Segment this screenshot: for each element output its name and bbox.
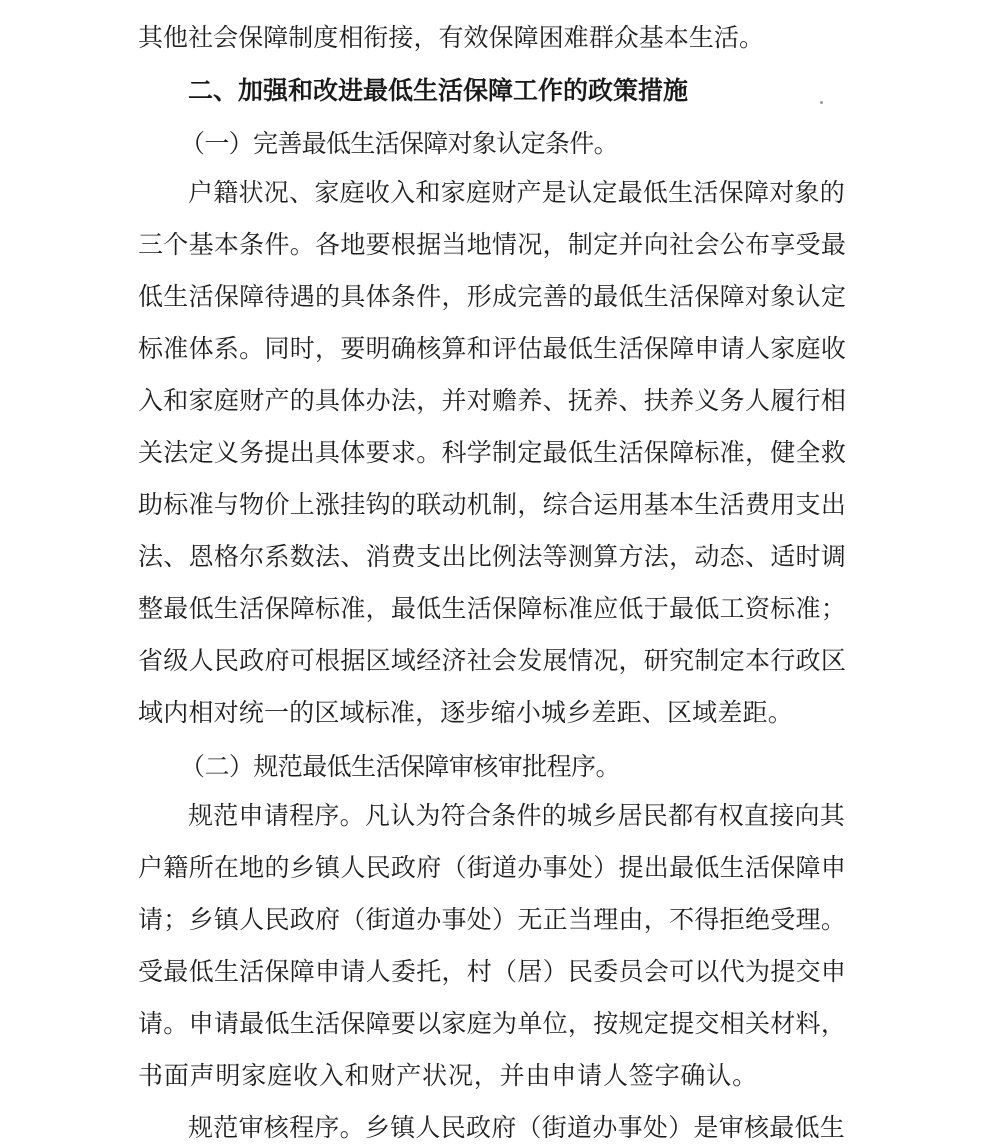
text-line: 整最低生活保障标准，最低生活保障标准应低于最低工资标准； <box>138 594 847 623</box>
text-line: 书面声明家庭收入和财产状况，并由申请人签字确认。 <box>138 1061 758 1090</box>
text-line: 户籍所在地的乡镇人民政府（街道办事处）提出最低生活保障申 <box>138 853 847 882</box>
text-line: 入和家庭财产的具体办法，并对赡养、抚养、扶养义务人履行相 <box>138 386 847 415</box>
text-line: 请；乡镇人民政府（街道办事处）无正当理由，不得拒绝受理。 <box>138 905 847 934</box>
text-line: 标准体系。同时，要明确核算和评估最低生活保障申请人家庭收 <box>138 334 847 363</box>
text-line: 省级人民政府可根据区域经济社会发展情况，研究制定本行政区 <box>138 646 847 675</box>
section-heading: 二、加强和改进最低生活保障工作的政策措施 <box>188 76 689 105</box>
scan-speck <box>820 101 823 104</box>
text-line: 请。申请最低生活保障要以家庭为单位，按规定提交相关材料， <box>138 1009 847 1038</box>
text-line: 三个基本条件。各地要根据当地情况，制定并向社会公布享受最 <box>138 230 847 259</box>
text-line: 受最低生活保障申请人委托，村（居）民委员会可以代为提交申 <box>138 957 847 986</box>
text-line: 域内相对统一的区域标准，逐步缩小城乡差距、区域差距。 <box>138 698 793 727</box>
text-line: 低生活保障待遇的具体条件，形成完善的最低生活保障对象认定 <box>138 282 847 311</box>
text-line: 规范审核程序。乡镇人民政府（街道办事处）是审核最低生 <box>188 1113 846 1142</box>
text-line: （二）规范最低生活保障审核审批程序。 <box>180 752 620 781</box>
text-line: 法、恩格尔系数法、消费支出比例法等测算方法，动态、适时调 <box>138 542 847 571</box>
text-line: 助标准与物价上涨挂钩的联动机制，综合运用基本生活费用支出 <box>138 490 847 519</box>
text-line: 户籍状况、家庭收入和家庭财产是认定最低生活保障对象的 <box>188 178 846 207</box>
text-line: 其他社会保障制度相衔接，有效保障困难群众基本生活。 <box>138 23 765 52</box>
text-line: 规范申请程序。凡认为符合条件的城乡居民都有权直接向其 <box>188 801 846 830</box>
text-line: （一）完善最低生活保障对象认定条件。 <box>180 129 618 158</box>
text-line: 关法定义务提出具体要求。科学制定最低生活保障标准，健全救 <box>138 438 847 467</box>
